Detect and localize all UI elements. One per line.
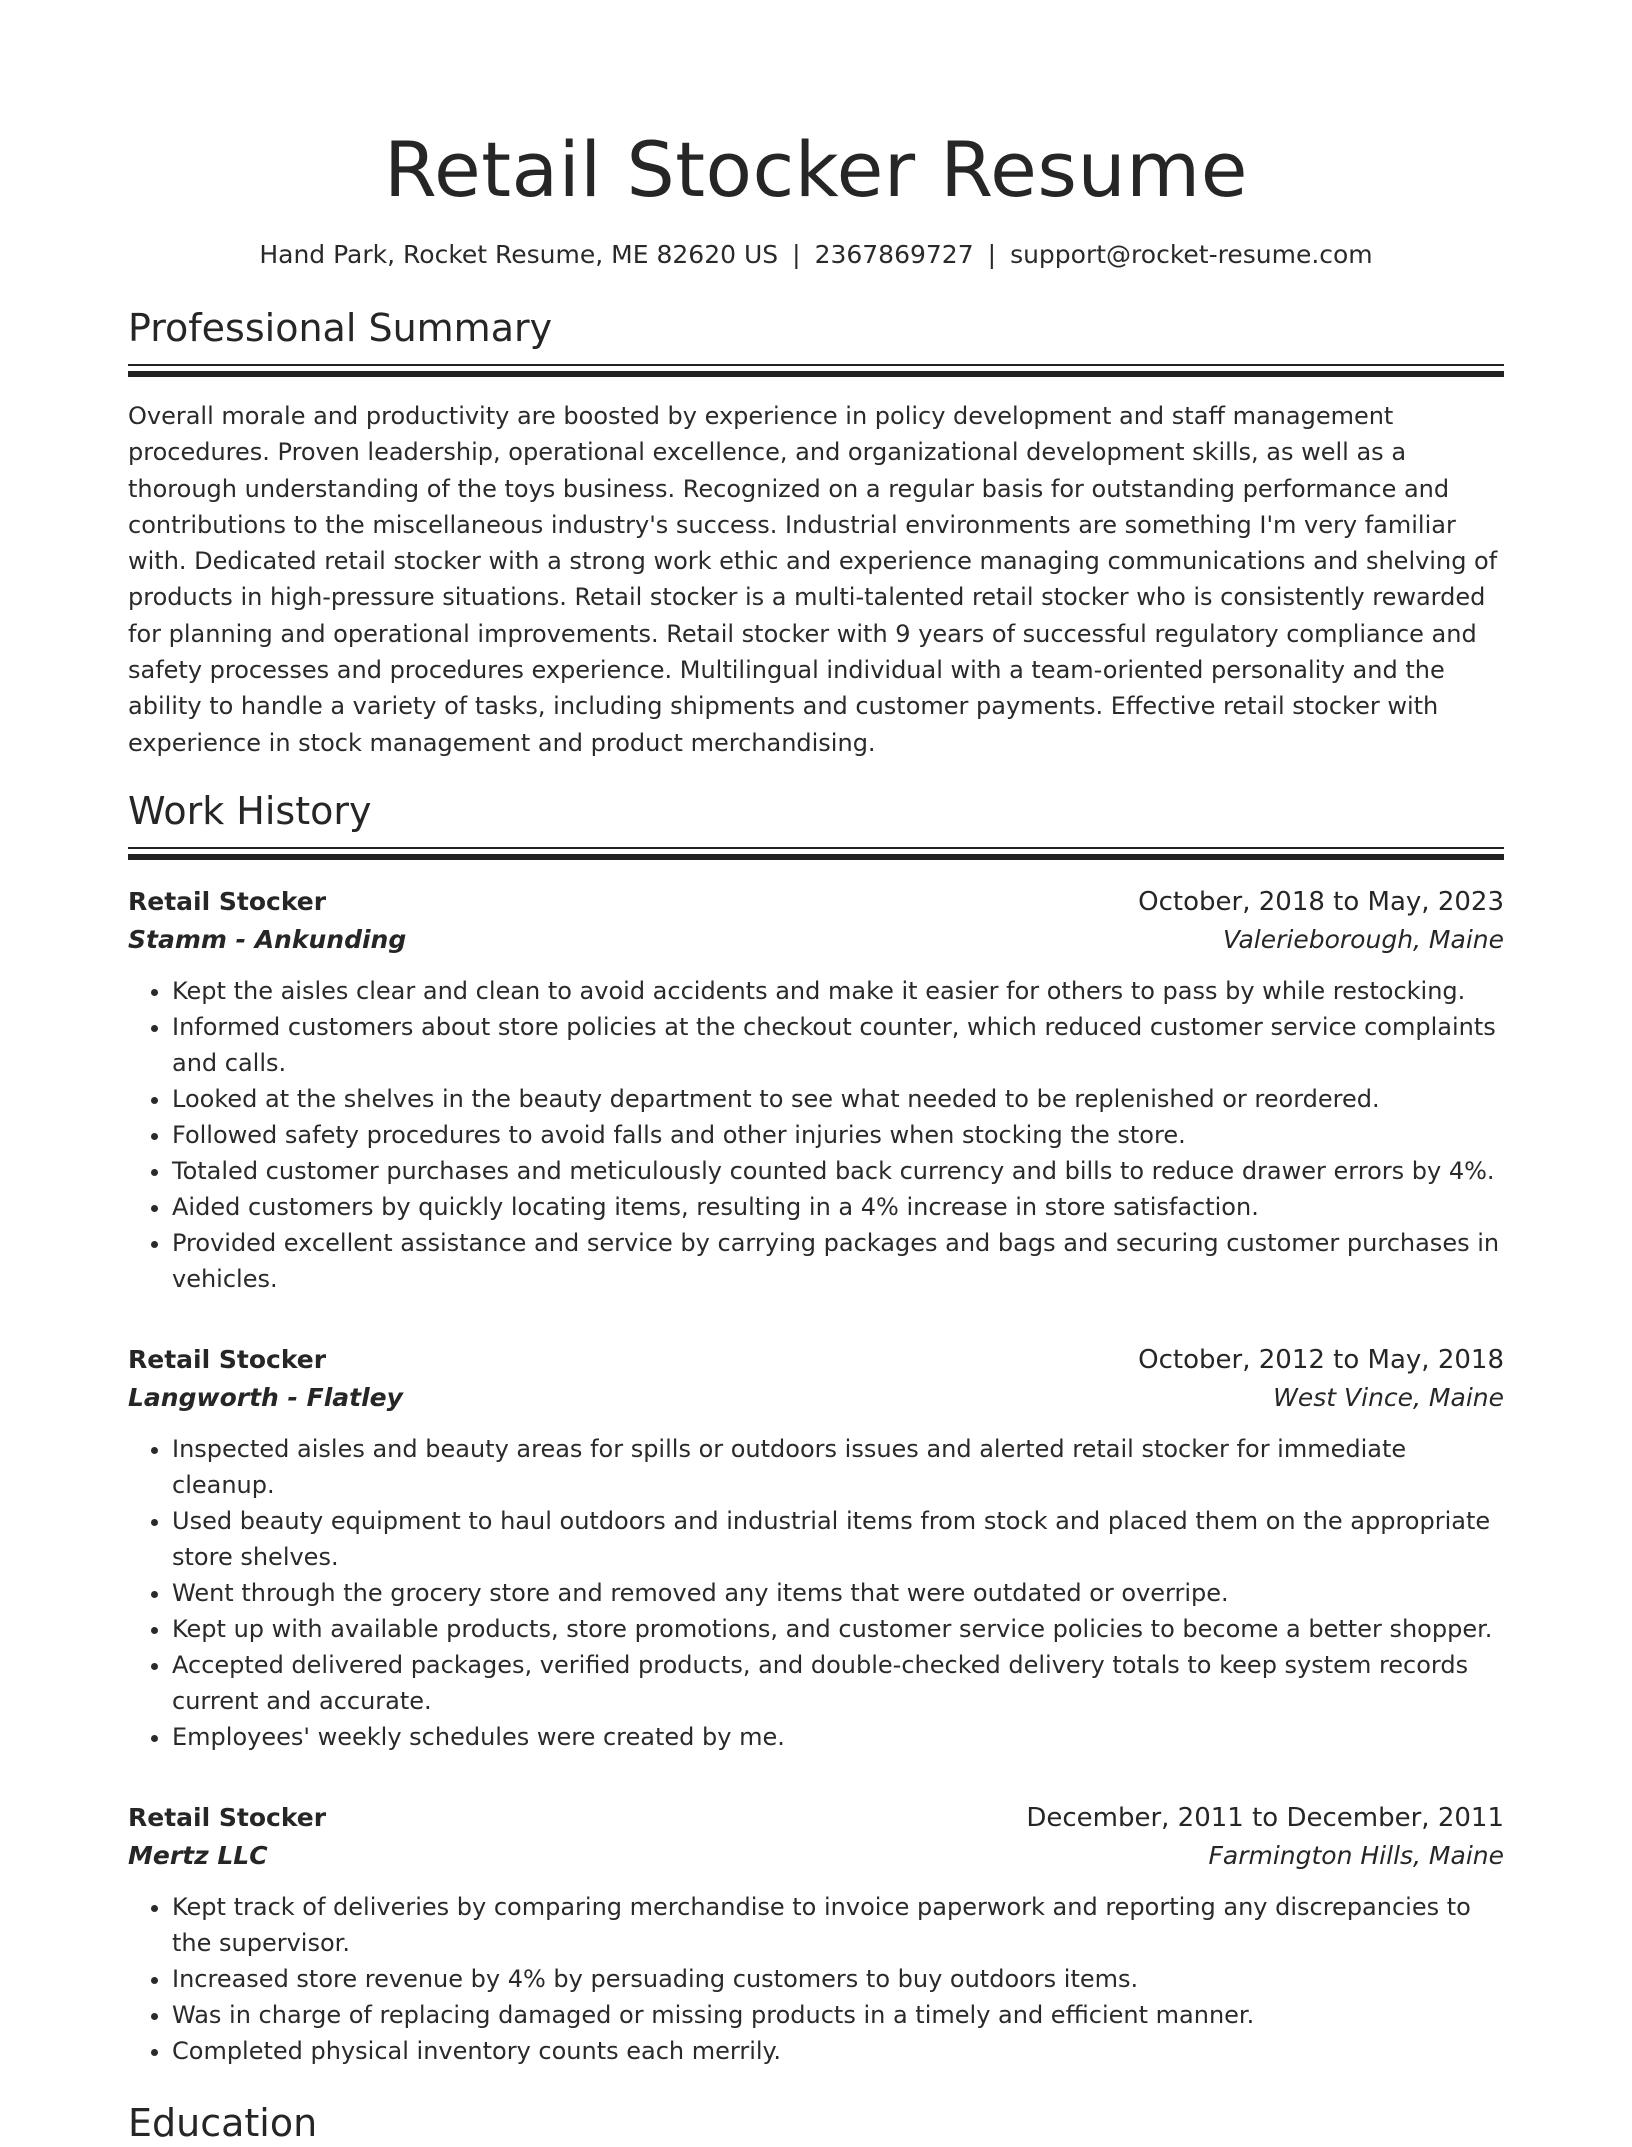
resume-page [128, 0, 1504, 2147]
job-bullet: • Accepted delivered packages, verified products, and double-checked delivery totals to keep system records current and accurate. [172, 1647, 1504, 1719]
job-bullet: • Looked at the shelves in the beauty department to see what needed to be replenished or reordered. [172, 1081, 1504, 1117]
job-bullet: • Kept the aisles clear and clean to avoid accidents and make it easier for others to pass by while restocking. [172, 973, 1504, 1009]
job-company: Mertz LLC [128, 1840, 268, 1870]
job-bullet: • Employees' weekly schedules were created by me. [172, 1719, 1504, 1755]
job-location: Valerieborough, Maine [1222, 924, 1504, 954]
job-entry [128, 1799, 1504, 2069]
job-bullet: • Used beauty equipment to haul outdoors and industrial items from stock and placed them on the appropriate store shelves. [172, 1503, 1504, 1575]
contact-address: Hand Park, Rocket Resume, ME 82620 US [259, 240, 779, 269]
section-divider [128, 364, 1504, 378]
summary-heading: Professional Summary [128, 306, 553, 350]
job-header-row [128, 883, 1504, 921]
job-entry [128, 1341, 1504, 1755]
job-dates: October, 2018 to May, 2023 [1138, 886, 1504, 917]
job-company-row [128, 921, 1504, 959]
job-dates: December, 2011 to December, 2011 [1026, 1802, 1504, 1833]
job-bullet: • Kept up with available products, store promotions, and customer service policies to become a better shopper. [172, 1611, 1504, 1647]
job-title: Retail Stocker [128, 1802, 327, 1832]
job-bullet: • Inspected aisles and beauty areas for spills or outdoors issues and alerted retail stocker for immediate cleanup. [172, 1431, 1504, 1503]
job-company-row [128, 1379, 1504, 1417]
job-bullet: • Informed customers about store policies at the checkout counter, which reduced customer service complaints and calls. [172, 1009, 1504, 1081]
contact-line [128, 238, 1504, 272]
job-bullets [128, 1889, 1504, 2069]
job-bullet: • Totaled customer purchases and meticulously counted back currency and bills to reduce drawer errors by 4%. [172, 1153, 1504, 1189]
job-bullet: • Was in charge of replacing damaged or missing products in a timely and efficient manner. [172, 1997, 1504, 2033]
job-entry [128, 883, 1504, 1297]
job-header-row [128, 1341, 1504, 1379]
job-bullet: • Aided customers by quickly locating items, resulting in a 4% increase in store satisfaction. [172, 1189, 1504, 1225]
job-bullet: • Went through the grocery store and removed any items that were outdated or overripe. [172, 1575, 1504, 1611]
job-title: Retail Stocker [128, 1344, 327, 1374]
job-bullet: • Provided excellent assistance and service by carrying packages and bags and securing customer purchases in vehicles. [172, 1225, 1504, 1297]
job-bullet: • Kept track of deliveries by comparing merchandise to invoice paperwork and reporting any discrepancies to the supervisor. [172, 1889, 1504, 1961]
contact-email: support@rocket-resume.com [1010, 240, 1373, 269]
contact-phone: 2367869727 [814, 240, 974, 269]
job-title: Retail Stocker [128, 886, 327, 916]
job-bullet: • Completed physical inventory counts each merrily. [172, 2033, 1504, 2069]
job-bullets [128, 973, 1504, 1297]
job-company: Stamm - Ankunding [128, 924, 407, 954]
job-company-row [128, 1837, 1504, 1875]
contact-separator: | [792, 240, 801, 269]
job-bullet: • Followed safety procedures to avoid falls and other injuries when stocking the store. [172, 1117, 1504, 1153]
job-dates: October, 2012 to May, 2018 [1138, 1344, 1504, 1375]
education-heading: Education [128, 2100, 318, 2145]
job-company: Langworth - Flatley [128, 1382, 403, 1412]
job-location: West Vince, Maine [1273, 1382, 1504, 1412]
resume-title: Retail Stocker Resume [384, 125, 1248, 214]
section-divider [128, 847, 1504, 861]
summary-section [128, 304, 1504, 761]
education-section [128, 2099, 1504, 2147]
job-bullets [128, 1431, 1504, 1755]
work-history-heading: Work History [128, 788, 372, 833]
job-header-row [128, 1799, 1504, 1837]
job-bullet: • Increased store revenue by 4% by persuading customers to buy outdoors items. [172, 1961, 1504, 1997]
summary-text: Overall morale and productivity are boosted by experience in policy development and staff management procedures. Proven leadership, operational excellence, and organizational development skills, as well as a thorough understanding of the toys business. Recognized on a regular basis for outstanding performance and contributions to the miscellaneous industry's success. Industrial environments are something I'm very familiar with. Dedicated retail stocker with a strong work ethic and experience managing communications and shelving of products in high-pressure situations. Retail stocker is a multi-talented retail stocker who is consistently rewarded for planning and operational improvements. Retail stocker with 9 years of successful regulatory compliance and safety processes and procedures experience. Multilingual individual with a team-oriented personality and the ability to handle a variety of tasks, including shipments and customer payments. Effective retail stocker with experience in stock management and product merchandising. [128, 402, 1498, 757]
work-history-section [128, 787, 1504, 2069]
contact-separator: | [987, 240, 997, 269]
job-location: Farmington Hills, Maine [1208, 1840, 1504, 1870]
